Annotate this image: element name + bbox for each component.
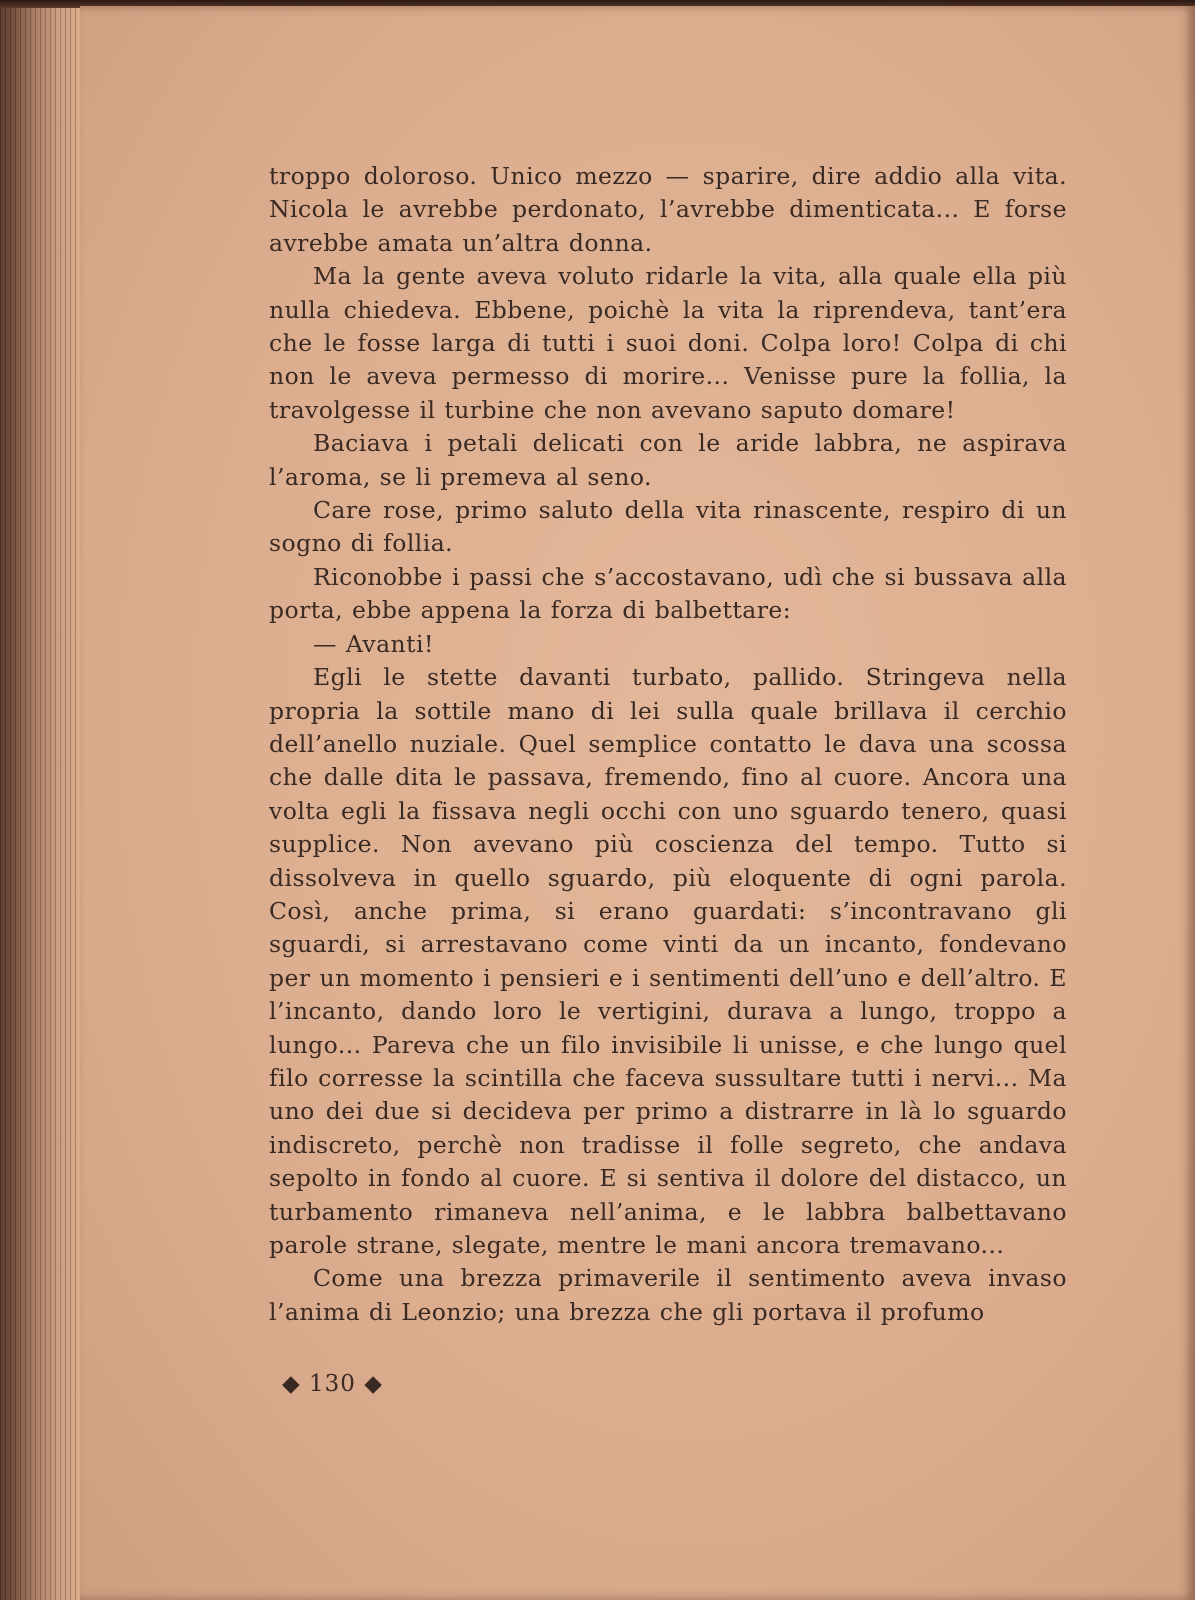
paragraph: Come una brezza primaverile il sentimento aveva invaso l’anima di Leonzio; una brezza che gli portava il profumo [269, 1264, 1067, 1326]
paragraph: troppo doloroso. Unico mezzo — sparire, dire addio alla vita. Nicola le avrebbe perdonato, l’avrebbe dimenticata... E forse avrebbe amata un’altra donna. [269, 162, 1067, 257]
page-edges [0, 0, 90, 1600]
body-text [269, 160, 1067, 1329]
paragraph: — Avanti! [313, 629, 434, 658]
paragraph: Care rose, primo saluto della vita rinascente, respiro di un sogno di follia. [269, 496, 1067, 558]
page-number: ◆ 130 ◆ [282, 1371, 383, 1397]
paragraph: Baciava i petali delicati con le aride labbra, ne aspirava l’aroma, se li premeva al seno. [269, 429, 1067, 491]
paragraph: Ma la gente aveva voluto ridarle la vita, alla quale ella più nulla chiedeva. Ebbene, poichè la vita la riprendeva, tant’era che le fosse larga di tutti i suoi doni. Colpa loro! Colpa di chi non le aveva permesso di morire... Venisse pure la follia, la travolgesse il turbine che non avevano saputo domare! [269, 262, 1067, 424]
paragraph: Riconobbe i passi che s’accostavano, udì che si bussava alla porta, ebbe appena la forza di balbettare: [269, 562, 1067, 625]
paragraph: Egli le stette davanti turbato, pallido. Stringeva nella propria la sottile mano di lei sulla quale brillava il cerchio dell’anello nuziale. Quel semplice contatto le dava una scossa che dalle dita le passava, fremendo, fino al cuore. Ancora una volta egli la fissava negli occhi con uno sguardo tenero, quasi supplice. Non avevano più coscienza del tempo. Tutto si dissolveva in quello sguardo, più eloquente di ogni parola. Così, anche prima, si erano guardati: s’incontravano gli sguardi, si arrestavano come vinti da un incanto, fondevano per un momento i pensieri e i sentimenti dell’uno e dell’altro. E l’incanto, dando loro le vertigini, durava a lungo, troppo a lungo... Pareva che un filo invisibile li unisse, e che lungo quel filo corresse la scintilla che faceva sussultare tutti i nervi... Ma uno dei due si decideva per primo a distrarre in là lo sguardo indiscreto, perchè non tradisse il folle segreto, che andava sepolto in fondo al cuore. E si sentiva il dolore del distacco, un turbamento rimaneva nell’anima, e le labbra balbettavano parole strane, slegate, mentre le mani ancora tremavano... [269, 663, 1067, 1259]
